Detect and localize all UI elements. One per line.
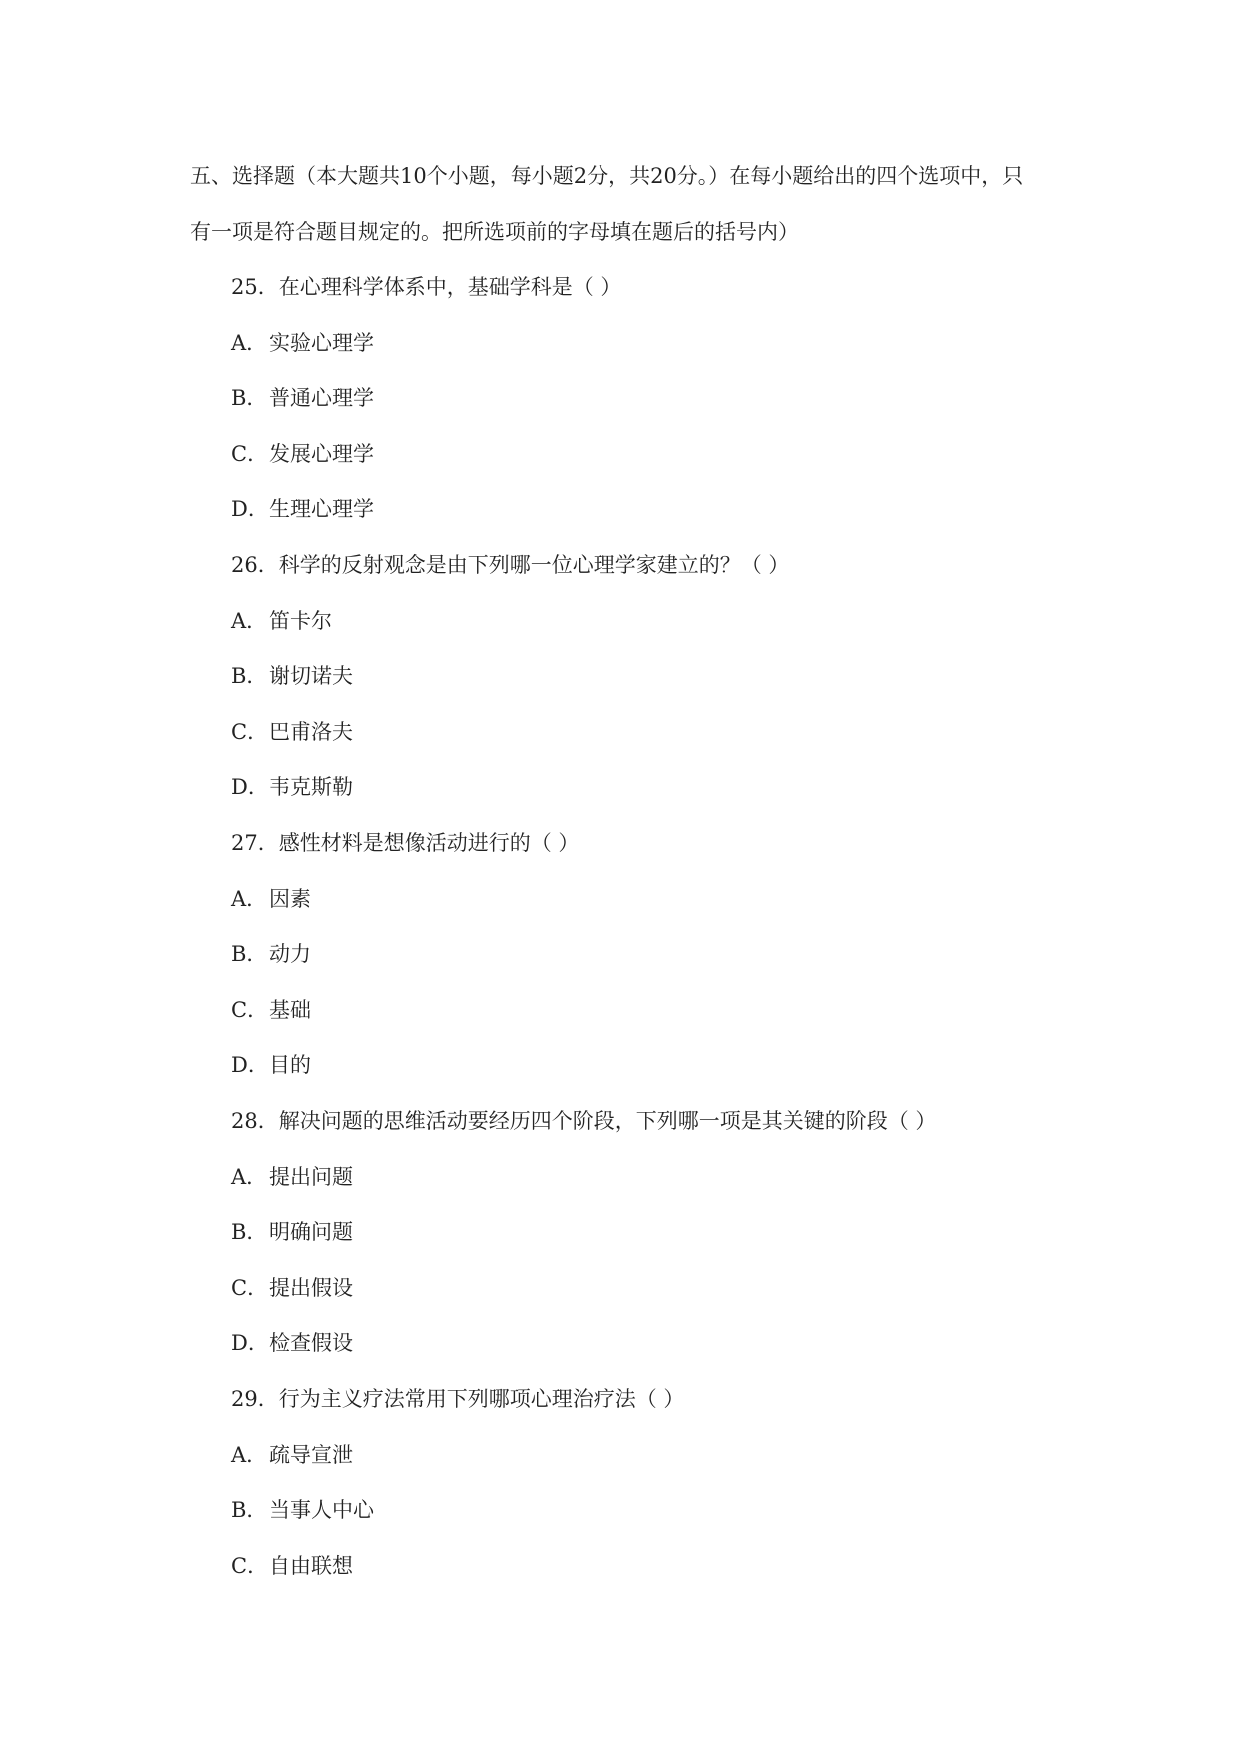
option-29-a [231, 1441, 353, 1469]
option-text: 韦克斯勒 [269, 775, 353, 799]
option-letter: A． [231, 887, 268, 911]
question-27 [231, 829, 579, 857]
question-25 [231, 273, 621, 301]
option-25-b [231, 384, 374, 412]
question-text: 感性材料是想像活动进行的（ ） [278, 831, 580, 855]
option-letter: A． [231, 609, 268, 633]
question-number: 28． [231, 1109, 279, 1133]
option-letter: A． [231, 331, 268, 355]
option-28-b [231, 1218, 353, 1246]
question-number: 27． [231, 831, 279, 855]
option-26-a [231, 607, 332, 635]
option-29-b [231, 1496, 374, 1524]
question-text: 科学的反射观念是由下列哪一位心理学家建立的？（ ） [278, 553, 790, 577]
option-letter: B． [231, 1220, 268, 1244]
option-text: 谢切诺夫 [269, 664, 353, 688]
option-letter: C． [231, 442, 269, 466]
option-text: 动力 [269, 942, 311, 966]
question-number: 26． [231, 553, 279, 577]
option-text: 生理心理学 [269, 497, 374, 521]
option-28-d [231, 1329, 353, 1357]
option-letter: D． [231, 1331, 269, 1355]
option-26-b [231, 662, 353, 690]
question-26 [231, 551, 789, 579]
option-29-c [231, 1552, 353, 1580]
option-28-a [231, 1163, 353, 1191]
option-letter: B． [231, 1498, 268, 1522]
option-text: 普通心理学 [269, 386, 374, 410]
option-letter: C． [231, 720, 269, 744]
option-25-a [231, 329, 374, 357]
option-letter: C． [231, 998, 269, 1022]
option-text: 当事人中心 [269, 1498, 374, 1522]
option-text: 实验心理学 [269, 331, 374, 355]
question-29 [231, 1385, 684, 1413]
question-28 [231, 1107, 936, 1135]
option-letter: D． [231, 775, 269, 799]
question-text: 行为主义疗法常用下列哪项心理治疗法（ ） [278, 1387, 685, 1411]
option-letter: B． [231, 386, 268, 410]
section-heading-line-1: 五、选择题（本大题共10个小题，每小题2分，共20分。）在每小题给出的四个选项中，只 [190, 164, 1024, 188]
option-text: 目的 [269, 1053, 311, 1077]
question-number: 29． [231, 1387, 279, 1411]
option-text: 巴甫洛夫 [269, 720, 353, 744]
option-26-c [231, 718, 353, 746]
option-letter: C． [231, 1554, 269, 1578]
question-number: 25． [231, 275, 279, 299]
option-27-b [231, 940, 311, 968]
option-text: 发展心理学 [269, 442, 374, 466]
option-25-d [231, 495, 374, 523]
option-28-c [231, 1274, 353, 1302]
option-letter: A． [231, 1443, 268, 1467]
question-text: 在心理科学体系中，基础学科是（ ） [278, 275, 622, 299]
option-letter: D． [231, 497, 269, 521]
option-27-c [231, 996, 311, 1024]
option-text: 自由联想 [269, 1554, 353, 1578]
option-27-a [231, 885, 311, 913]
option-text: 提出假设 [269, 1276, 353, 1300]
option-text: 基础 [269, 998, 311, 1022]
option-text: 明确问题 [269, 1220, 353, 1244]
question-text: 解决问题的思维活动要经历四个阶段，下列哪一项是其关键的阶段（ ） [278, 1109, 937, 1133]
option-letter: C． [231, 1276, 269, 1300]
option-text: 疏导宣泄 [269, 1443, 353, 1467]
option-text: 检查假设 [269, 1331, 353, 1355]
option-25-c [231, 440, 374, 468]
option-letter: B． [231, 664, 268, 688]
option-text: 笛卡尔 [269, 609, 332, 633]
option-letter: B． [231, 942, 268, 966]
section-heading-line-2: 有一项是符合题目规定的。把所选项前的字母填在题后的括号内） [190, 220, 799, 244]
option-letter: A． [231, 1165, 268, 1189]
option-letter: D． [231, 1053, 269, 1077]
option-text: 提出问题 [269, 1165, 353, 1189]
option-27-d [231, 1051, 311, 1079]
option-text: 因素 [269, 887, 311, 911]
option-26-d [231, 773, 353, 801]
